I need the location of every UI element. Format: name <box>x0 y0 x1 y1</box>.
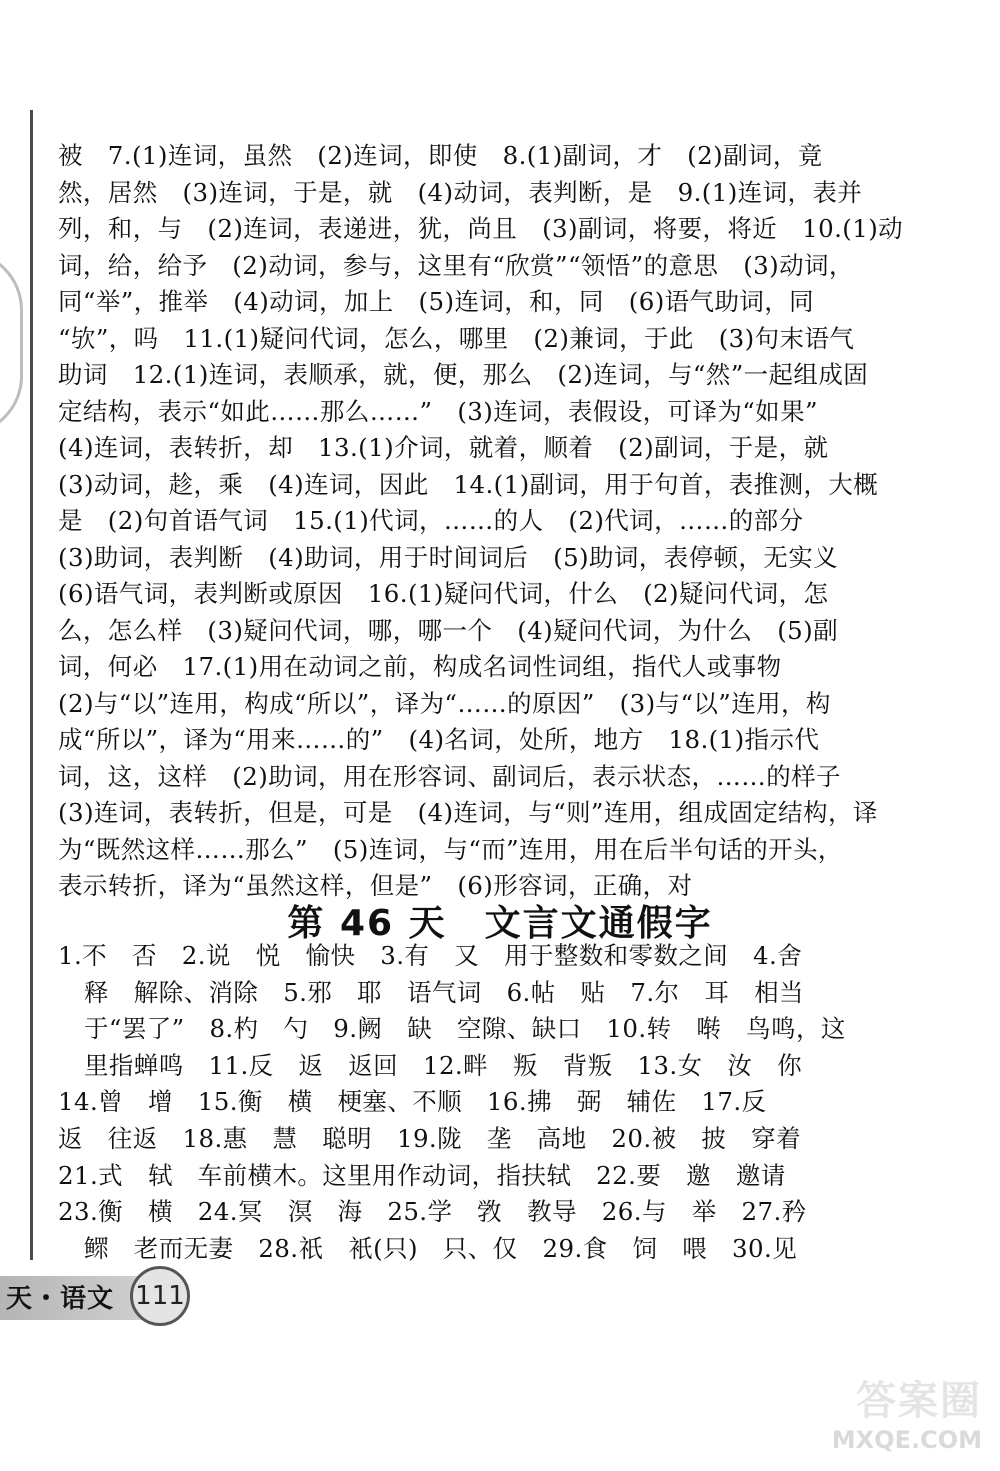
text-line: “欤”，吗 11.(1)疑问代词，怎么，哪里 (2)兼词，于此 (3)句末语气 <box>58 323 855 353</box>
text-line: 定结构，表示“如此……那么……” (3)连词，表假设，可译为“如果” <box>58 396 818 426</box>
text-line: 列，和，与 (2)连词，表递进，犹，尚且 (3)副词，将要，将近 10.(1)动 <box>58 214 904 243</box>
text-line: 成“所以”，译为“用来……的” (4)名词，处所，地方 18.(1)指示代 <box>58 725 820 754</box>
text-line: 21.式 轼 车前横木。这里用作动词，指扶轼 22.要 邀 邀请 <box>58 1160 786 1190</box>
text-line: 是 (2)句首语气词 15.(1)代词，……的人 (2)代词，……的部分 <box>58 506 804 535</box>
text-line: (3)连词，表转折，但是，可是 (4)连词，与“则”连用，组成固定结构，译 <box>58 798 878 827</box>
text-line: (3)助词，表判断 (4)助词，用于时间词后 (5)助词，表停顿，无实义 <box>58 542 839 572</box>
text-line: 14.曾 增 15.衡 横 梗塞、不顺 16.拂 弼 辅佐 17.反 <box>58 1087 767 1117</box>
text-line: 返 往返 18.惠 慧 聪明 19.陇 垄 高地 20.被 披 穿着 <box>58 1123 801 1153</box>
watermark-text-cn: 答案圈 <box>856 1378 982 1424</box>
text-line: 同“举”，推举 (4)动词，加上 (5)连词，和，同 (6)语气助词，同 <box>58 287 815 316</box>
tongjiazi-answer-block <box>58 938 858 1267</box>
text-line: 然，居然 (3)连词，于是，就 (4)动词，表判断，是 9.(1)连词，表并 <box>58 177 863 207</box>
text-line: 里指蝉鸣 11.反 返 返回 12.畔 叛 背叛 13.女 汝 你 <box>84 1050 803 1080</box>
section-title: 第 46 天 文言文通假字 <box>287 903 713 944</box>
footer-label: 天・语文 <box>6 1284 115 1314</box>
text-line: 1.不 否 2.说 悦 愉快 3.有 又 用于整数和零数之间 4.舍 <box>58 941 803 970</box>
text-line: 词，何必 17.(1)用在动词之前，构成名词性词组，指代人或事物 <box>58 652 782 681</box>
text-line: 词，这，这样 (2)助词，用在形容词、副词后，表示状态，……的样子 <box>58 761 841 791</box>
watermark-text-en: MXQE.COM <box>831 1426 982 1454</box>
text-line: (2)与“以”连用，构成“所以”，译为“……的原因” (3)与“以”连用，构 <box>58 688 831 718</box>
text-line: 词，给，给予 (2)动词，参与，这里有“欣赏”“领悟”的意思 (3)动词， <box>58 250 854 280</box>
text-line: 助词 12.(1)连词，表顺承，就，便，那么 (2)连词，与“然”一起组成固 <box>58 360 869 389</box>
text-line: 于“罢了” 8.杓 勺 9.阙 缺 空隙、缺口 10.转 啭 鸟鸣，这 <box>84 1014 846 1044</box>
watermark-logo <box>812 1369 982 1454</box>
page-number: 111 <box>130 1266 190 1326</box>
text-line: (3)动词，趁，乘 (4)连词，因此 14.(1)副词，用于句首，表推测，大概 <box>58 469 879 499</box>
text-line: 鳏 老而无妻 28.祇 衹(只) 只、仅 29.食 饲 喂 30.见 <box>84 1233 798 1263</box>
text-line: 释 解除、消除 5.邪 耶 语气词 6.帖 贴 7.尔 耳 相当 <box>84 977 804 1007</box>
text-line: 为“既然这样……那么” (5)连词，与“而”连用，用在后半句话的开头， <box>58 834 843 864</box>
text-line: (6)语气词，表判断或原因 16.(1)疑问代词，什么 (2)疑问代词，怎 <box>58 579 829 608</box>
text-line: 表示转折，译为“虽然这样，但是” (6)形容词，正确，对 <box>58 871 693 900</box>
text-line: (4)连词，表转折，却 13.(1)介词，就着，顺着 (2)副词，于是，就 <box>58 433 829 462</box>
text-line: 被 7.(1)连词，虽然 (2)连词，即使 8.(1)副词，才 (2)副词，竟 <box>58 141 823 170</box>
answer-text-block <box>58 138 904 905</box>
text-line: 么，怎么样 (3)疑问代词，哪，哪一个 (4)疑问代词，为什么 (5)副 <box>58 615 839 645</box>
page-footer <box>0 1262 200 1332</box>
text-line: 23.衡 横 24.冥 溟 海 25.学 敩 教导 26.与 举 27.矜 <box>58 1197 807 1227</box>
